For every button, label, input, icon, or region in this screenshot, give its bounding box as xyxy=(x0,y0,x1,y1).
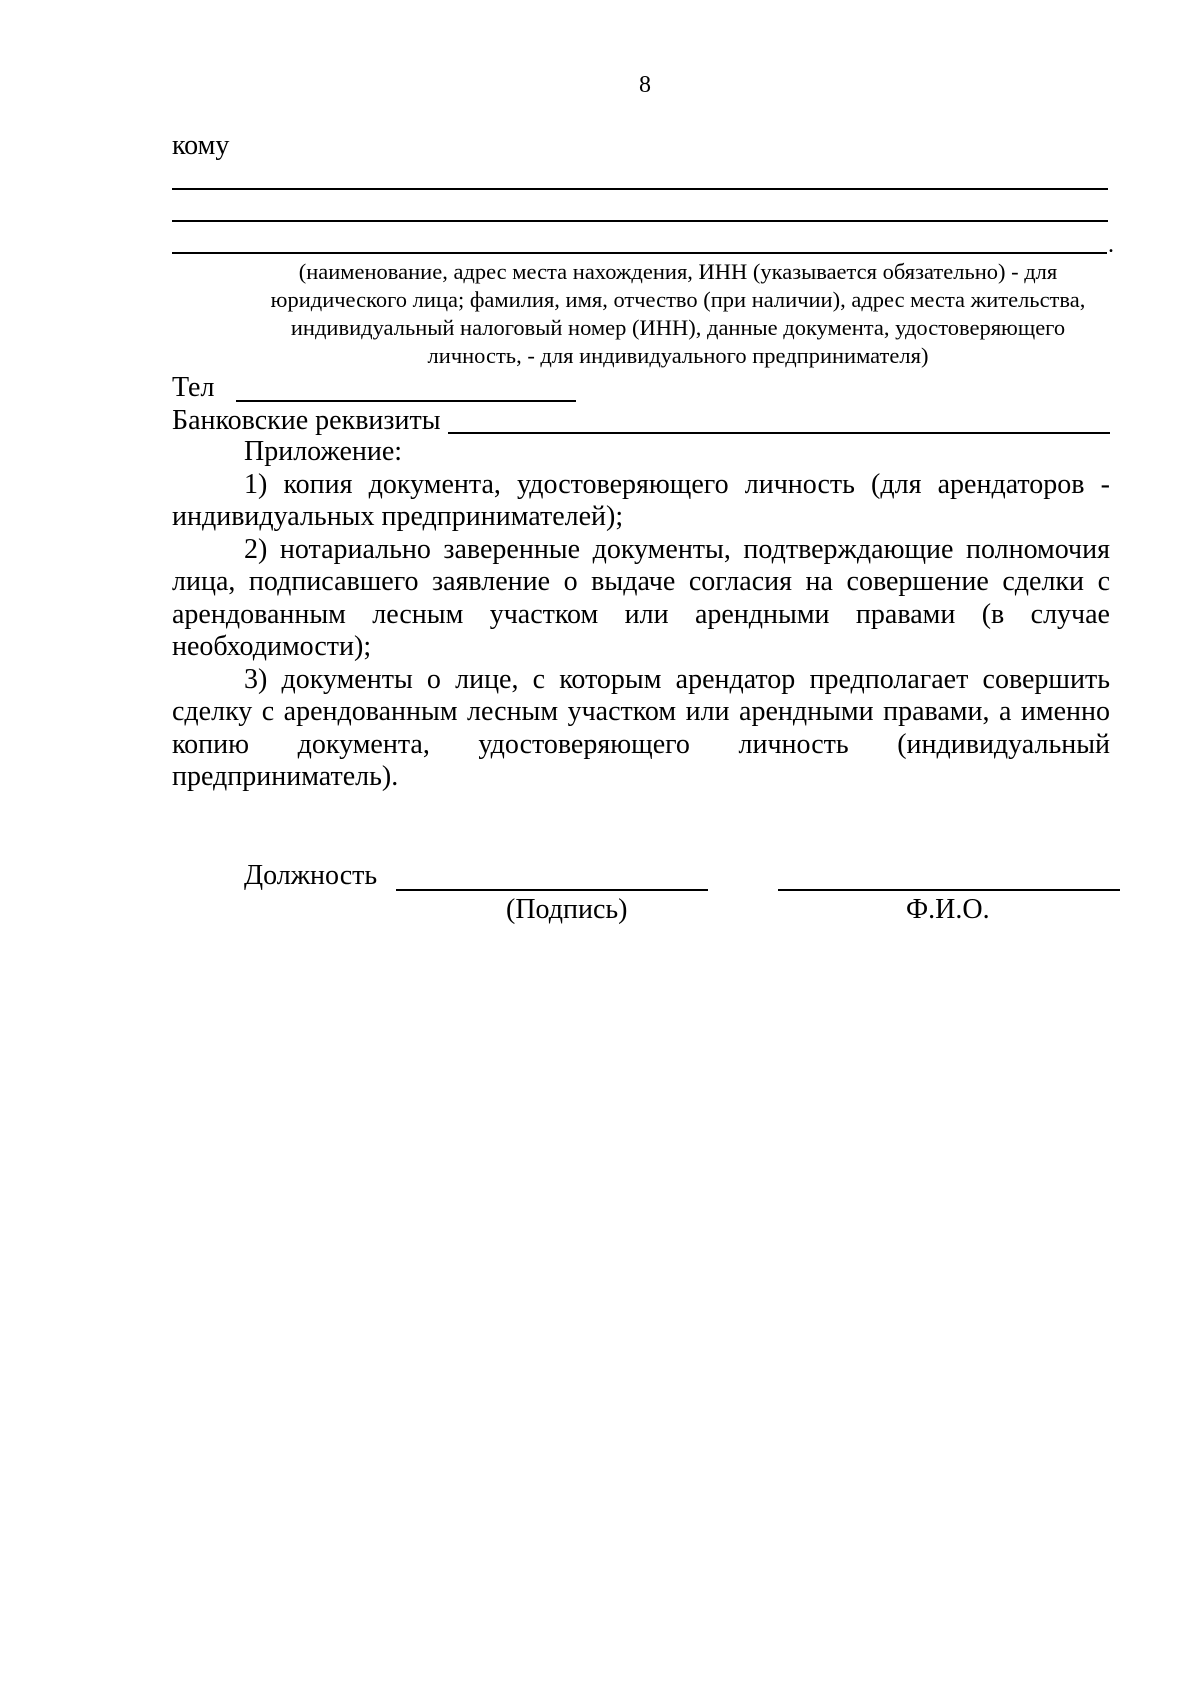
trailing-dot: . xyxy=(1108,232,1114,258)
attachment-item-3: 3) документы о лице, с которым арендатор предполагает совершить сделку с арендованным лесным участком или арендными правами, а именно копию документа, удостоверяющего личность (индивидуальный предприниматель). xyxy=(172,663,1110,792)
attachment-item-2: 2) нотариально заверенные документы, подтверждающие полномочия лица, подписавшего заявление о выдаче согласия на совершение сделки с арендованным лесным участком или арендными правами (в случае необходимости); xyxy=(172,533,1110,662)
attachments-title: Приложение: xyxy=(244,436,403,467)
recipient-line-3[interactable] xyxy=(172,252,1107,254)
to-label: кому xyxy=(172,130,230,161)
position-label: Должность xyxy=(244,860,378,891)
recipient-line-1[interactable] xyxy=(172,188,1108,190)
phone-label: Тел xyxy=(172,372,215,403)
attachments-section xyxy=(172,436,1110,794)
signature-caption: (Подпись) xyxy=(506,894,628,925)
signature-field[interactable] xyxy=(396,889,708,891)
recipient-line-2[interactable] xyxy=(172,220,1108,222)
bank-details-label: Банковские реквизиты xyxy=(172,405,441,436)
full-name-caption: Ф.И.О. xyxy=(906,894,990,925)
bank-details-field[interactable] xyxy=(448,432,1110,434)
recipient-note: (наименование, адрес места нахождения, ИНН (указывается обязательно) - для юридического лица; фамилия, имя, отчество (при наличии), адрес места жительства, индивидуальный налоговый номер (ИНН), данные документа, удостоверяющего личность, - для индивидуального предпринимателя) xyxy=(270,259,1086,368)
page-number: 8 xyxy=(639,72,651,98)
attachment-item-1: 1) копия документа, удостоверяющего личность (для арендаторов - индивидуальных предпринимателей); xyxy=(172,468,1110,532)
phone-field[interactable] xyxy=(236,400,576,402)
full-name-field[interactable] xyxy=(778,889,1120,891)
